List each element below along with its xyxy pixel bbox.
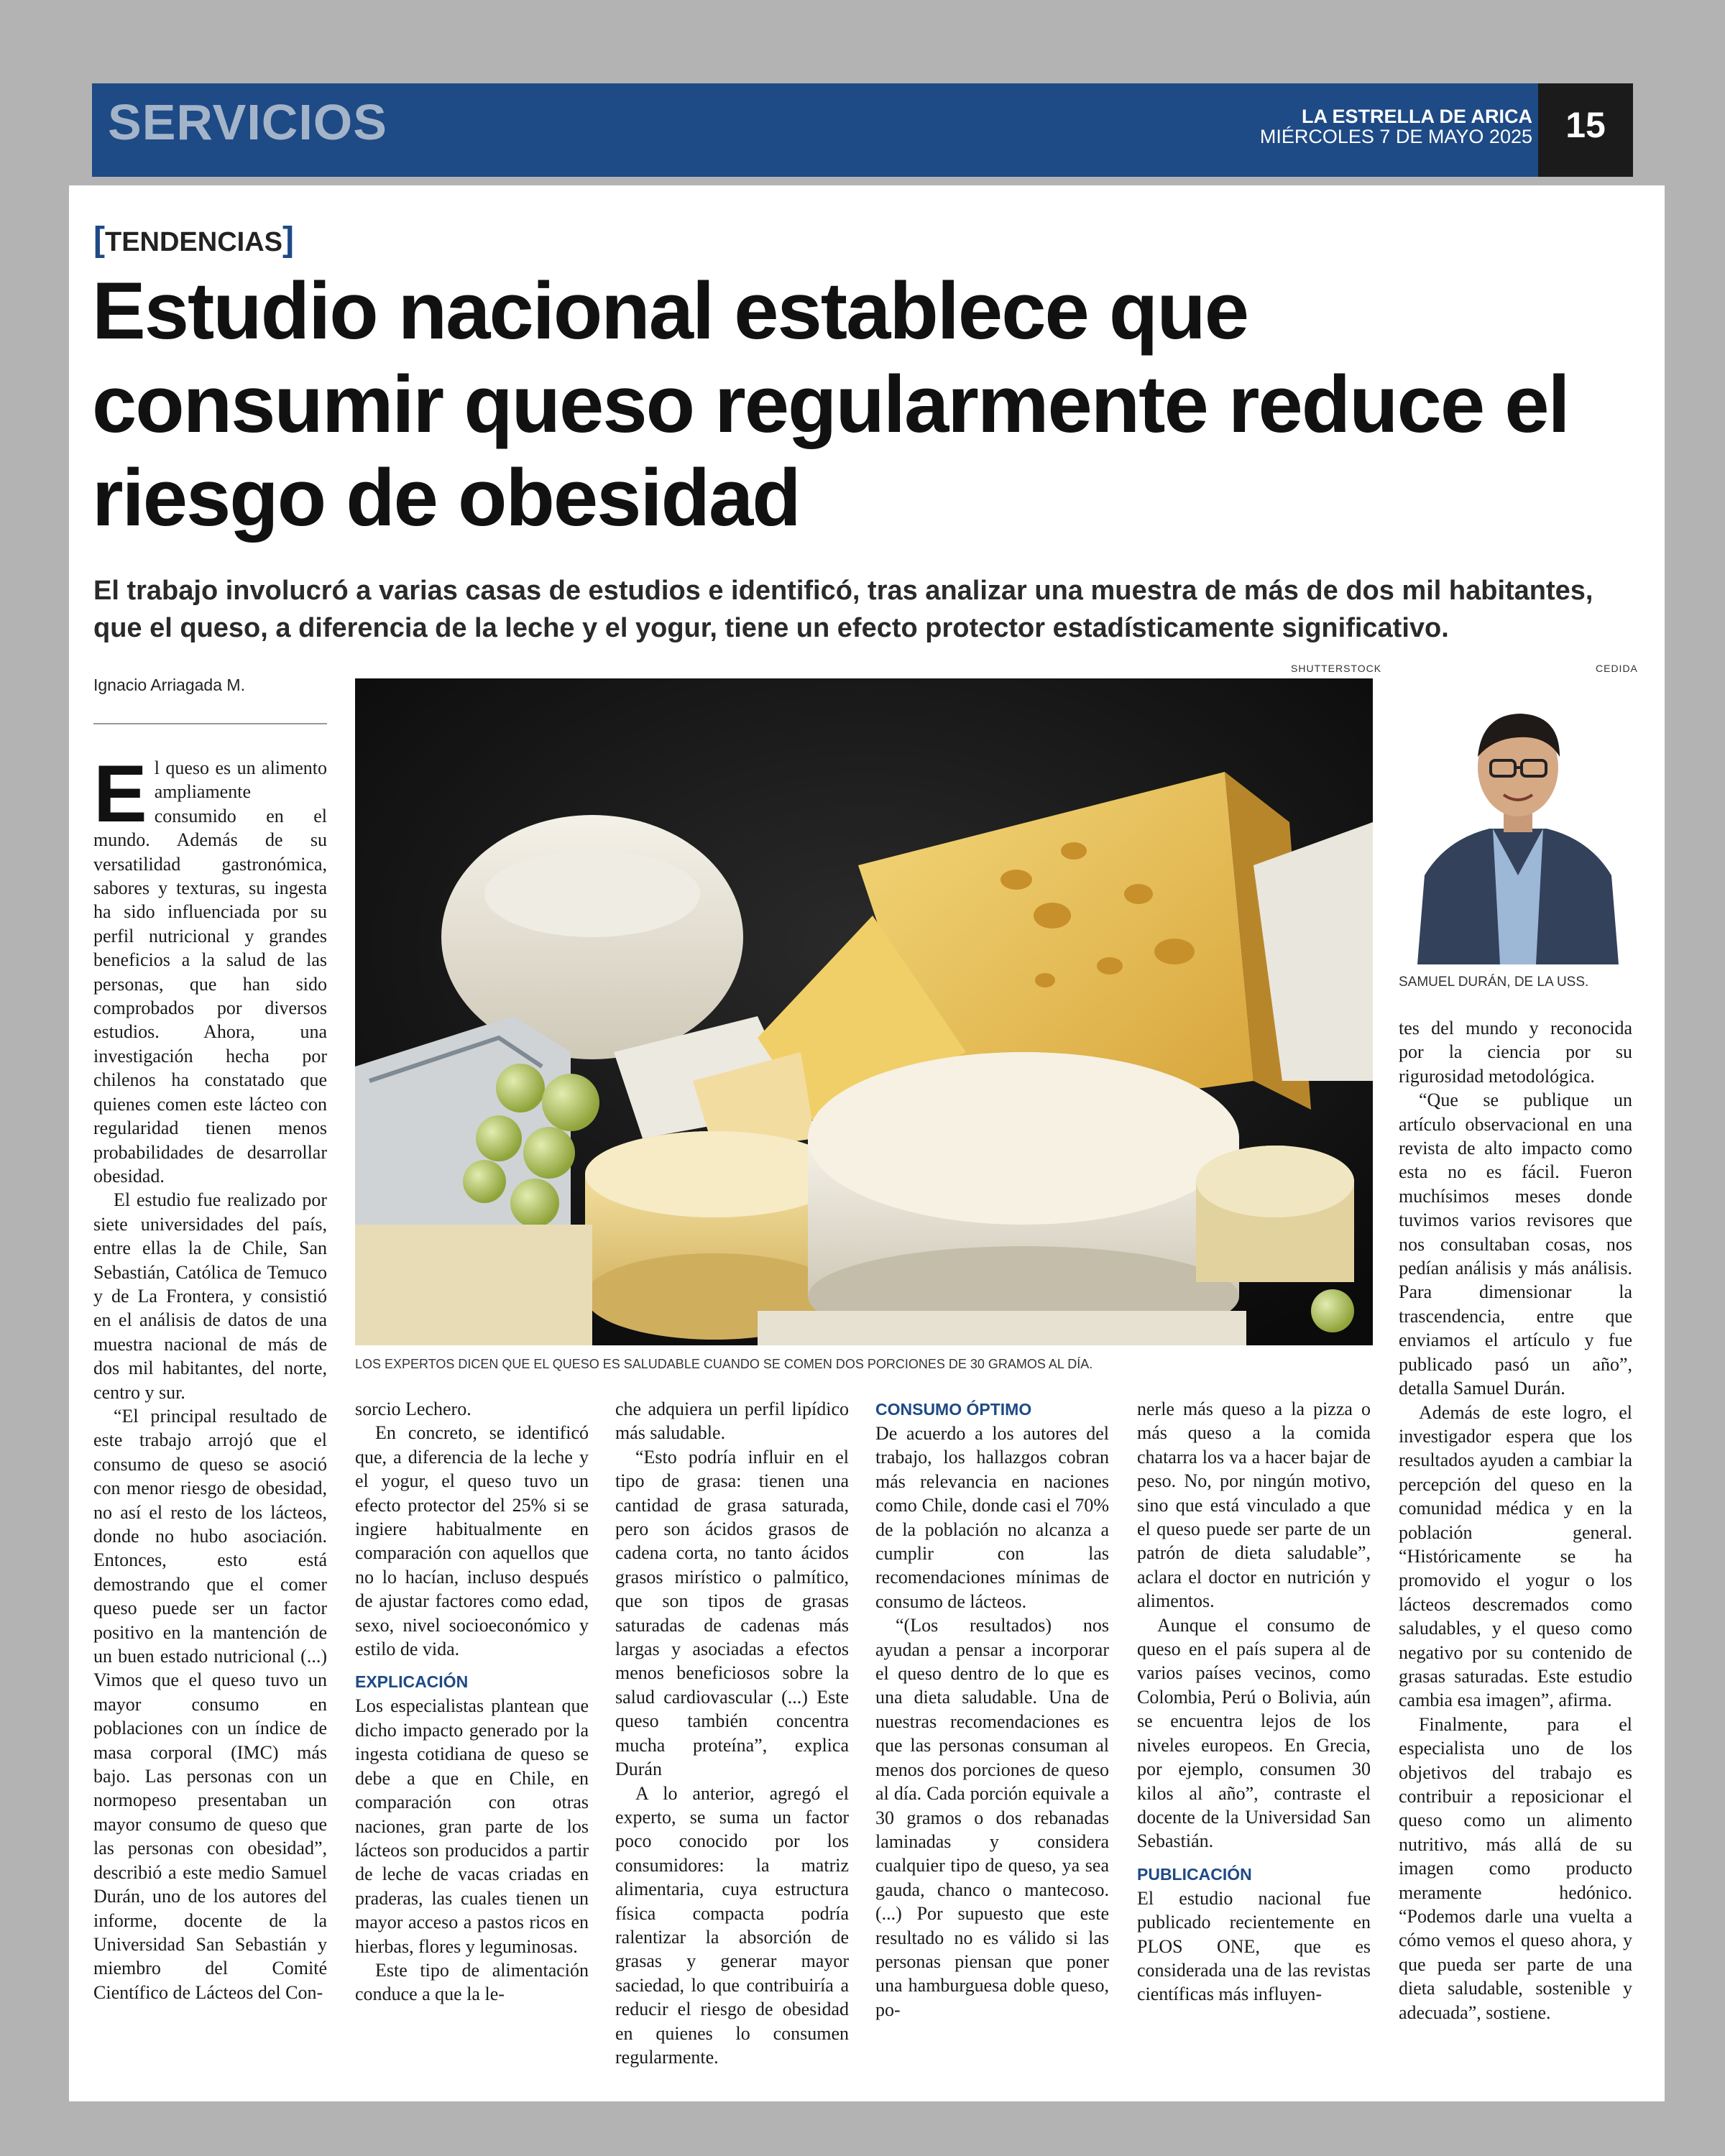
subhead-publicacion: PUBLICACIÓN: [1137, 1864, 1252, 1884]
paragraph: Los especialistas plantean que dicho impacto generado por la ingesta cotidiana de queso se debe a que en Chile, en comparación con otras naciones, gran parte de los lácteos son producidos a partir de leche de vacas criadas en praderas, las cuales tienen un mayor acceso a pastos ricos en hierbas, flores y leguminosas.: [355, 1695, 589, 1957]
photo-caption: LOS EXPERTOS DICEN QUE EL QUESO ES SALUDABLE CUANDO SE COMEN DOS PORCIONES DE 30 GRAMOS AL DÍA.: [355, 1357, 1093, 1371]
paragraph: El estudio nacional fue publicado recientemente en PLOS ONE, que es considerada una de las revistas científicas más influyen-: [1137, 1887, 1371, 2005]
subhead-consumo-optimo: CONSUMO ÓPTIMO: [875, 1400, 1032, 1419]
byline-divider: [93, 723, 327, 724]
paragraph: tes del mundo y reconocida por la ciencia por su rigurosidad metodológica.: [1399, 1018, 1632, 1087]
article-column-6: [1399, 1016, 1632, 2024]
paragraph: El estudio fue realizado por siete universidades del país, entre ellas la de Chile, San Sebastián, Católica de Temuco y de La Frontera, y consistió en el análisis de datos de una muestra nacional de más de dos mil habitantes, del norte, centro y sur.: [93, 1189, 327, 1403]
article-column-4: [875, 1397, 1109, 2022]
cheese-photo: [355, 678, 1373, 1345]
paragraph: En concreto, se identificó que, a diferencia de la leche y el yogur, el queso tuvo un efecto protector del 25% si se ingiere habitualmente en comparación con aquellos que no lo hacían, incluso después de ajustar factores como edad, sexo, nivel socioeconómico y estilo de vida.: [355, 1422, 589, 1660]
article-column-3: [615, 1397, 849, 2069]
photo-credit: SHUTTERSTOCK: [1291, 663, 1382, 674]
byline: Ignacio Arriagada M.: [93, 676, 245, 694]
deck: El trabajo involucró a varias casas de estudios e identificó, tras analizar una muestra de más de dos mil habitantes, que el queso, a diferencia de la leche y el yogur, tiene un efecto protector estadísticamente significativo.: [93, 576, 1593, 643]
newspaper-name: LA ESTRELLA DE ARICA: [1302, 106, 1532, 127]
kicker-label: TENDENCIAS: [104, 227, 283, 257]
paragraph: Finalmente, para el especialista uno de los objetivos del trabajo es contribuir a reposicionar el queso como un alimento nutritivo, más allá de su imagen como producto meramente hedónico. “Podemos darle una vuelta a cómo vemos el queso ahora, y que pueda ser parte de una dieta saludable, sostenible y adecuada”, sostiene.: [1399, 1713, 1632, 2023]
drop-cap: E: [93, 749, 147, 839]
portrait-credit: CEDIDA: [1596, 663, 1638, 674]
kicker: [TENDENCIAS]: [93, 221, 294, 259]
paragraph: sorcio Lechero.: [355, 1399, 472, 1419]
article-column-5: [1137, 1397, 1371, 2007]
paragraph: “Que se publique un artículo observacional en una revista de alto impacto como esta no es fácil. Fueron muchísimos meses donde tuvimos varios revisores que nos consultaban cosas, nos pedían análisis y más análisis. Para dimensionar la trascendencia, entre que enviamos el artículo y fue publicado pasó un año”, detalla Samuel Durán.: [1399, 1089, 1632, 1399]
paragraph: “(Los resultados) nos ayudan a pensar a incorporar el queso dentro de lo que es una dieta saludable. Una de nuestras recomendaciones es que las personas consuman al menos dos porciones de queso al día. Cada porción equivale a 30 gramos o dos rebanadas laminadas y considera cualquier tipo de queso, ya sea gauda, chanco o mantecoso. (...) Por supuesto que este resultado no es válido si las personas piensan que poner una hamburguesa doble queso, po-: [875, 1615, 1109, 2020]
paragraph: “El principal resultado de este trabajo arrojó que el consumo de queso se asoció con menor riesgo de obesidad, no así el resto de los lácteos, donde no hubo asociación. Entonces, esto está demostrando que el comer queso puede ser un factor positivo en la mantención de un buen estado nutricional (...) Vimos que el queso tuvo un mayor consumo en poblaciones con un índice de masa corporal (IMC) más bajo. Las personas con un normopeso presentaban un mayor consumo de queso que las personas con obesidad”, describió a este medio Samuel Durán, uno de los autores del informe, docente de la Universidad San Sebastián y miembro del Comité Científico de Lácteos del Con-: [93, 1405, 327, 2003]
paragraph: Aunque el consumo de queso en el país supera al de varios países vecinos, como Colombia, Perú o Bolivia, aún se encuentra lejos de los niveles europeos. En Grecia, por ejemplo, consumen 30 kilos al año”, contraste el docente de la Universidad San Sebastián.: [1137, 1614, 1371, 1852]
issue-date: MIÉRCOLES 7 DE MAYO 2025: [1259, 126, 1532, 147]
subhead-explicacion: EXPLICACIÓN: [355, 1672, 469, 1692]
paragraph: “Esto podría influir en el tipo de grasa: tienen una cantidad de grasa saturada, pero son ácidos grasos de cadena corta, no tanto ácidos grasos mirístico o palmítico, que son tipos de grasas saturadas de cadenas más largas y asociadas a efectos menos beneficiosos sobre la salud cardiovascular (...) Este queso también concentra mucha proteína”, explica Durán: [615, 1446, 849, 1780]
paragraph: che adquiera un perfil lipídico más saludable.: [615, 1399, 849, 1444]
paragraph: A lo anterior, agregó el experto, se suma un factor poco conocido por los consumidores: la matriz alimentaria, cuya estructura física compacta podría ralentizar la absorción de grasas y generar mayor saciedad, lo que contribuiría a reducir el riesgo de obesidad en quienes lo consumen regularmente.: [615, 1782, 849, 2068]
article-column-2: [355, 1397, 589, 2007]
paragraph: De acuerdo a los autores del trabajo, los hallazgos cobran más relevancia en naciones como Chile, donde casi el 70% de la población no alcanza a cumplir con las recomendaciones mínimas de consumo de lácteos.: [875, 1423, 1109, 1612]
paragraph: nerle más queso a la pizza o más queso a la comida chatarra los va a hacer bajar de peso. No, por ningún motivo, sino que está vinculado a que el queso puede ser parte de un patrón de dieta saludable”, aclara el doctor en nutrición y alimentos.: [1137, 1399, 1371, 1612]
article-column-1: [93, 749, 327, 2004]
paragraph: Además de este logro, el investigador espera que los resultados ayuden a cambiar la percepción del queso en la comunidad médica y en la población general. “Históricamente se ha promovido el yogur o los lácteos descremados como saludables, y el queso como negativo por su contenido de grasas saturadas. Este estudio cambia esa imagen”, afirma.: [1399, 1401, 1632, 1711]
headline: Estudio nacional establece que consumir queso regularmente reduce el riesgo de obesidad: [92, 266, 1569, 543]
portrait-caption: SAMUEL DURÁN, DE LA USS.: [1399, 975, 1589, 990]
masthead: [1260, 106, 1532, 147]
portrait-photo: [1403, 681, 1633, 964]
section-title: SERVICIOS: [108, 94, 387, 150]
paragraph: Este tipo de alimentación conduce a que la le-: [355, 1959, 589, 2005]
page-number: 15: [1565, 105, 1606, 145]
paragraph: l queso es un alimento ampliamente consumido en el mundo. Además de su versatilidad gastronómica, sabores y texturas, su ingesta ha sido influenciada por su perfil nutricional y grandes beneficios a la salud de las personas, que han sido comprobados por diversos estudios. Ahora, una investigación hecha por chilenos ha constatado que quienes comen este lácteo con regularidad tienen menos probabilidades de desarrollar obesidad.: [93, 757, 327, 1187]
